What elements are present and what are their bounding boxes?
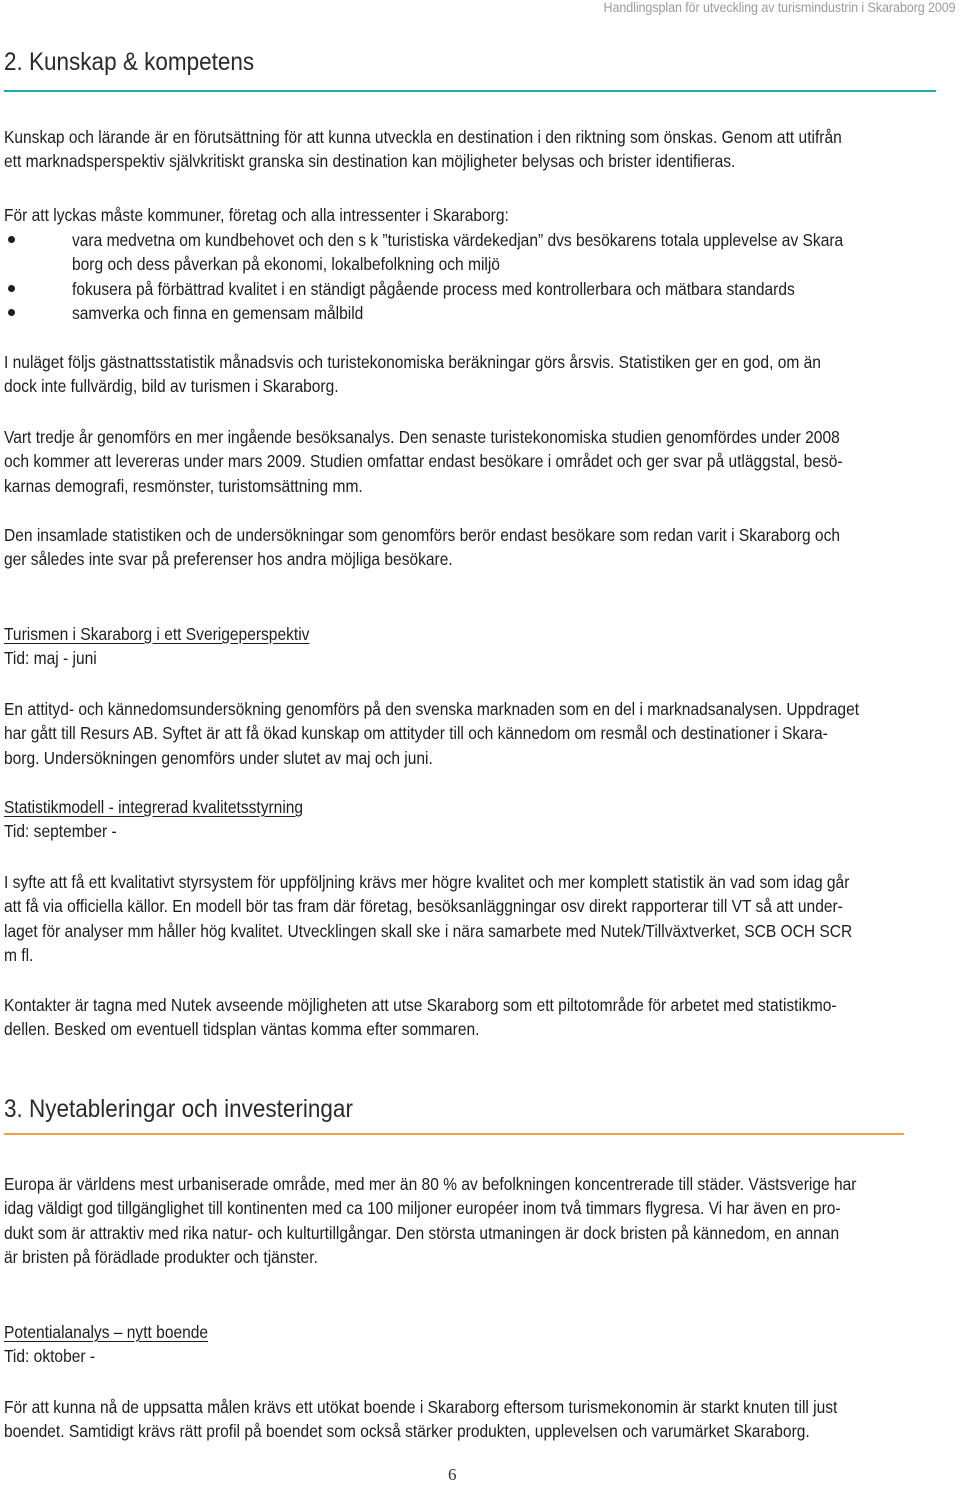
- paragraph-statistik: [4, 350, 859, 399]
- text-line: I nuläget följs gästnattsstatistik månadsvis och turistekonomiska beräkningar görs årsvis. Statistiken ger en god, om än: [4, 352, 821, 372]
- text-line: Vart tredje år genomförs en mer ingående besöksanalys. Den senaste turistekonomiska studien genomfördes under 2008: [4, 427, 840, 447]
- text-line: att få via officiella källor. En modell bör tas fram där företag, besöksanläggningar osv direkt rapporterar till VT så att under-: [4, 896, 843, 917]
- paragraph-boende: [4, 1395, 859, 1444]
- text-line: och kommer att levereras under mars 2009. Studien omfattar endast besökare i området och ger svar på utläggstal, besö-: [4, 451, 843, 472]
- text-line: idag väldigt god tillgänglighet till kontinenten med ca 100 miljoner européer inom två timmars flygresa. Vi har även en pro-: [4, 1198, 841, 1219]
- subsection-time: Tid: oktober -: [4, 1346, 96, 1367]
- paragraph-kontakter: [4, 993, 859, 1042]
- subsection-turismen: [4, 622, 859, 671]
- paragraph-europa: [4, 1172, 859, 1269]
- bullet-text: samverka och finna en gemensam målbild: [72, 303, 364, 323]
- subsection-time: Tid: maj - juni: [4, 648, 97, 669]
- intro-paragraph: [4, 125, 859, 174]
- bullet-text: vara medvetna om kundbehovet och den s k ”turistiska värdekedjan” dvs besökarens totala upplevelse av Skara: [72, 230, 844, 250]
- running-head: Handlingsplan för utveckling av turismindustrin i Skaraborg 2009: [603, 0, 956, 15]
- page-number: 6: [448, 1465, 457, 1484]
- bullet-text: borg och dess påverkan på ekonomi, lokalbefolkning och miljö: [72, 254, 500, 274]
- paragraph-styrsystem: [4, 870, 859, 967]
- text-line: Kunskap och lärande är en förutsättning för att kunna utveckla en destination i den riktning som önskas. Genom att utifrån: [4, 127, 842, 147]
- text-line: är bristen på förädlade produkter och tjänster.: [4, 1246, 318, 1267]
- section-heading-nyetableringar: 3. Nyetableringar och investeringar: [4, 1095, 353, 1123]
- paragraph-insamlade: [4, 523, 859, 572]
- section-divider-teal: [4, 90, 936, 92]
- text-line: ger således inte svar på preferenser hos andra möjliga besökare.: [4, 549, 453, 570]
- text-line: Europa är världens mest urbaniserade område, med mer än 80 % av befolkningen koncentrerade till städer. Västsverige har: [4, 1174, 857, 1194]
- lead-sentence: [4, 203, 859, 227]
- text-line: dellen. Besked om eventuell tidsplan väntas komma efter sommaren.: [4, 1019, 480, 1040]
- text-line: laget för analyser mm håller hög kvalitet. Utvecklingen skall ske i nära samarbete med Nutek/Tillväxtverket, SCB OCH SCR: [4, 920, 853, 941]
- subsection-title: Potentialanalys – nytt boende: [4, 1322, 209, 1342]
- bullet-icon: [8, 285, 15, 292]
- bullet-icon: [8, 236, 15, 243]
- text-line: Kontakter är tagna med Nutek avseende möjligheten att utse Skaraborg som ett piltotområde för arbetet med statistikmo-: [4, 995, 837, 1015]
- bullet-icon: [8, 309, 15, 316]
- subsection-title: Turismen i Skaraborg i ett Sverigeperspektiv: [4, 624, 310, 644]
- section-divider-orange: [4, 1133, 904, 1135]
- text-line: boendet. Samtidigt krävs rätt profil på boendet som också stärker produkten, upplevelsen och varumärket Skaraborg.: [4, 1421, 810, 1442]
- text-line: karnas demografi, resmönster, turistomsättning mm.: [4, 475, 363, 496]
- subsection-time: Tid: september -: [4, 821, 117, 842]
- text-line: ett marknadsperspektiv självkritiskt granska sin destination kan möjligheter belysas och brister identifieras.: [4, 151, 736, 172]
- subsection-statistikmodell: [4, 795, 859, 844]
- paragraph-attityd: [4, 697, 859, 770]
- text-line: En attityd- och kännedomsundersökning genomförs på den svenska marknaden som en del i marknadsanalysen. Uppdraget: [4, 699, 860, 719]
- text-line: För att kunna nå de uppsatta målen krävs ett utökat boende i Skaraborg eftersom turismekonomin är starkt knuten till just: [4, 1397, 838, 1417]
- text-line: Den insamlade statistiken och de undersökningar som genomförs berör endast besökare som redan varit i Skaraborg och: [4, 525, 841, 545]
- section-heading-kunskap: 2. Kunskap & kompetens: [4, 48, 255, 76]
- subsection-title: Statistikmodell - integrerad kvalitetsstyrning: [4, 797, 304, 817]
- text-line: m fl.: [4, 944, 34, 965]
- bullet-text: fokusera på förbättrad kvalitet i en ständigt pågående process med kontrollerbara och mätbara standards: [72, 279, 795, 299]
- text-line: dukt som är attraktiv med rika natur- och kulturtillgångar. Den största utmaningen är dock bristen på kännedom, en annan: [4, 1222, 840, 1243]
- text-line: I syfte att få ett kvalitativt styrsystem för uppföljning krävs mer högre kvalitet och mer komplett statistik än vad som idag går: [4, 872, 850, 892]
- text-line: dock inte fullvärdig, bild av turismen i Skaraborg.: [4, 376, 339, 397]
- paragraph-besoksanalys: [4, 425, 859, 498]
- text-line: borg. Undersökningen genomförs under slutet av maj och juni.: [4, 747, 433, 768]
- subsection-potentialanalys: [4, 1320, 859, 1369]
- text-line: För att lyckas måste kommuner, företag och alla intressenter i Skaraborg:: [4, 205, 509, 225]
- text-line: har gått till Resurs AB. Syftet är att få ökad kunskap om attityder till och kännedom om resmål och destinationer i Skara-: [4, 723, 828, 744]
